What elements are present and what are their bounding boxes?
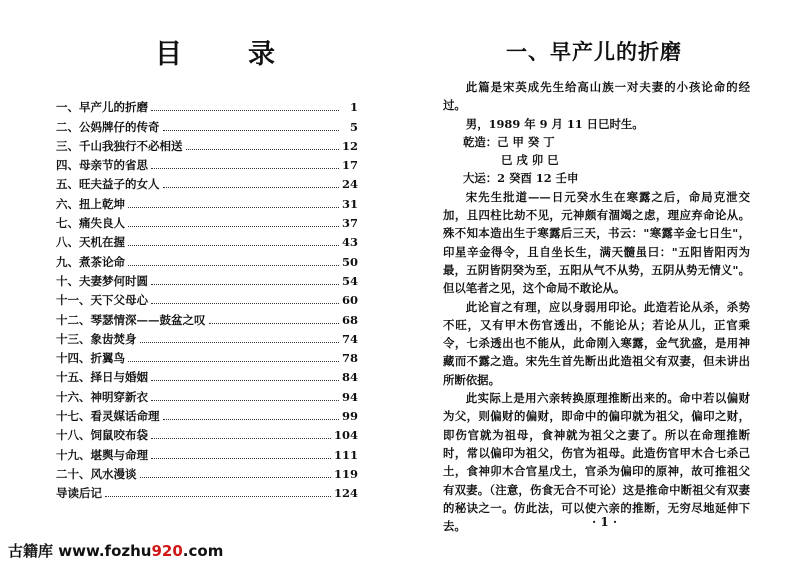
toc-item-page: 84: [341, 370, 358, 385]
toc-item: [56, 385, 358, 404]
toc-item-label: 八、天机在握: [56, 235, 125, 250]
toc-leader-dots: [151, 379, 339, 381]
toc-item: [56, 231, 358, 250]
toc-item-label: 十、夫妻梦何时圆: [56, 273, 148, 288]
toc-leader-dots: [209, 322, 339, 324]
toc-leader-dots: [128, 264, 339, 266]
toc-title-char-2: 录: [248, 39, 275, 70]
toc-item-label: 九、煮茶论命: [56, 254, 125, 269]
toc-item: [56, 96, 358, 115]
toc-item-page: 17: [341, 158, 358, 173]
toc-leader-dots: [140, 341, 339, 343]
toc-item-label: 十五、择日与婚姻: [56, 370, 148, 385]
toc-item-label: 六、扭上乾坤: [56, 196, 125, 211]
toc-page: [0, 0, 396, 530]
toc-item-page: 78: [341, 351, 358, 366]
toc-item-page: 50: [341, 254, 358, 269]
toc-item-label: 十九、堪舆与命理: [56, 447, 148, 462]
chapter-body: [443, 78, 750, 535]
toc-item-page: 99: [341, 409, 358, 424]
toc-item-label: 十二、琴瑟情深——鼓盆之叹: [56, 312, 206, 327]
toc-item-label: 十四、折翼鸟: [56, 351, 125, 366]
toc-item-page: 94: [341, 389, 358, 404]
toc-item-label: 一、早产儿的折磨: [56, 100, 148, 115]
toc-item-label: 十一、天下父母心: [56, 293, 148, 308]
page-number: · 1 ·: [592, 515, 618, 529]
toc-item-page: 119: [333, 466, 358, 481]
toc-leader-dots: [128, 225, 339, 227]
chart-row-2: 巳 戌 卯 巳: [501, 153, 559, 168]
toc-leader-dots: [151, 167, 339, 169]
toc-leader-dots: [128, 360, 339, 362]
toc-item: [56, 135, 358, 154]
paragraph-1: 宋先生批道——日元癸水生在寒露之后，命局克泄交加，且四柱比劫不见，元神颇有涸竭之虑，理应弃命论从。殊不知本造出生于寒露后三天，书云："寒露辛金七日生"，印星辛金得令，且自坐长生，满天髓虽曰："五阳皆阳丙为最，五阴皆阴癸为至，五阳从气不从势，五阴从势无情义"。但以笔者之见，这个命局不敢论从。: [443, 189, 750, 296]
chapter-page: [396, 0, 793, 534]
site-url-suffix: .com: [182, 542, 224, 560]
toc-item-page: 12: [341, 138, 358, 153]
intro-paragraph: 此篇是宋英成先生给高山族一对夫妻的小孩论命的经过。: [443, 80, 750, 113]
toc-item: [56, 482, 358, 501]
toc-leader-dots: [151, 283, 339, 285]
toc-item-page: 111: [333, 447, 358, 462]
toc-item-label: 十三、象齿焚身: [56, 331, 137, 346]
toc-item-page: 43: [341, 235, 358, 250]
toc-leader-dots: [140, 476, 331, 478]
toc-leader-dots: [151, 399, 339, 401]
toc-leader-dots: [186, 148, 339, 150]
toc-item: [56, 289, 358, 308]
toc-item: [56, 328, 358, 347]
toc-item-page: 124: [333, 486, 358, 501]
toc-leader-dots: [151, 437, 331, 439]
toc-item: [56, 366, 358, 385]
paragraph-2: 此论盲之有理，应以身弱用印论。此造若论从杀，杀势不旺，又有甲木伤官透出，不能论从；若论从儿，正官乘令，七杀透出也不能从，此命刚入寒露，金气犹盛，是用神藏而不露之造。宋先生首先断出此造祖父有双妻，但未讲出所断依据。: [443, 299, 750, 387]
toc-item-label: 十六、神明穿新衣: [56, 389, 148, 404]
toc-item-page: 60: [341, 293, 358, 308]
watermark-footer: [8, 540, 223, 561]
toc-item-page: 74: [341, 331, 358, 346]
toc-leader-dots: [105, 495, 331, 497]
toc-item-label: 五、旺夫益子的女人: [56, 177, 160, 192]
chapter-title: 一、早产儿的折磨: [506, 39, 682, 64]
toc-title: [155, 32, 275, 71]
toc-item: [56, 308, 358, 327]
site-name: 古籍库: [8, 542, 54, 560]
toc-item-page: 37: [341, 216, 358, 231]
toc-item: [56, 405, 358, 424]
toc-item-page: 1: [349, 100, 358, 115]
toc-item: [56, 347, 358, 366]
toc-item-page: 24: [341, 177, 358, 192]
toc-leader-dots: [151, 109, 339, 111]
toc-leader-dots: [163, 186, 339, 188]
toc-item: [56, 173, 358, 192]
site-url-number: 920: [151, 542, 183, 560]
toc-item-label: 二十、风水漫谈: [56, 466, 137, 481]
toc-item: [56, 424, 358, 443]
toc-item-label: 七、痛失良人: [56, 216, 125, 231]
toc-leader-dots: [151, 302, 339, 304]
paragraph-3: 此实际上是用六亲转换原理推断出来的。命中若以偏财为父，则偏财的偏财，即命中的偏印就为祖父，偏印之财，即伤官就为祖母，食神就为祖父之妻了。所以在命理推断时，常以偏印为祖父，伤官为祖母。此造伤官甲木合七杀己土，食神卯木合官星戊土，官杀为偏印的原神，故可推祖父有双妻。（注意，伤食无合不可论）这是推命中断祖父有双妻的秘诀之一。仿此法，可以使六亲的推断，无穷尽地延伸下去。: [443, 391, 750, 534]
toc-item: [56, 463, 358, 482]
toc-item-label: 十七、看灵媒话命理: [56, 409, 160, 424]
toc-item-label: 导读后记: [56, 486, 102, 501]
toc-item: [56, 270, 358, 289]
toc-item-page: 68: [341, 312, 358, 327]
birth-line: 男，1989 年 9 月 11 日巳时生。: [465, 116, 644, 131]
toc-item: [56, 154, 358, 173]
site-url-prefix: www.fozhu: [58, 542, 152, 560]
toc-item-page: 31: [341, 196, 358, 211]
chart-row-1: 乾造：己 甲 癸 丁: [463, 134, 555, 149]
toc-item: [56, 443, 358, 462]
toc-item-label: 十八、饲鼠咬布袋: [56, 428, 148, 443]
toc-item-label: 二、公妈牌仔的传奇: [56, 119, 160, 134]
toc-item: [56, 250, 358, 269]
toc-item-page: 5: [349, 119, 358, 134]
toc-item: [56, 192, 358, 211]
toc-item-page: 54: [341, 273, 358, 288]
toc-leader-dots: [128, 244, 339, 246]
toc-leader-dots: [163, 418, 339, 420]
toc-leader-dots: [151, 457, 331, 459]
dayun-line: 大运：2 癸酉 12 壬申: [463, 171, 579, 186]
toc-title-char-1: 目: [155, 39, 182, 70]
toc-item-label: 三、千山我独行不必相送: [56, 138, 183, 153]
toc-item: [56, 212, 358, 231]
toc-leader-dots: [128, 206, 339, 208]
toc-list: [56, 96, 358, 501]
toc-item: [56, 115, 358, 134]
toc-item-label: 四、母亲节的省思: [56, 158, 148, 173]
toc-leader-dots: [163, 129, 340, 131]
toc-item-page: 104: [333, 428, 358, 443]
